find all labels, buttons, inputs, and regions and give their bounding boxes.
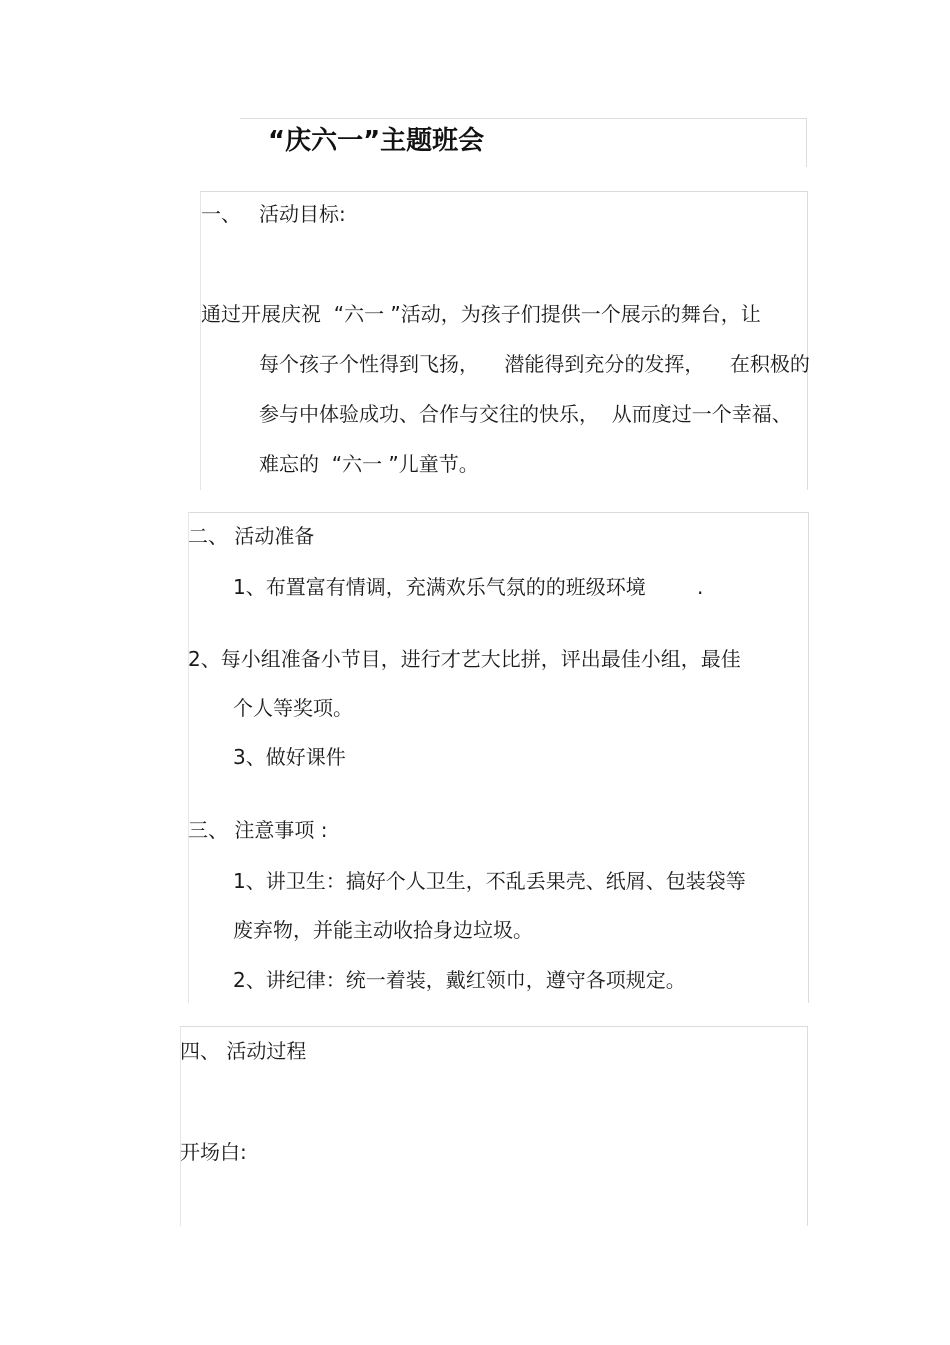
section-1-paragraph-line-1: 通过开展庆祝 “六一 ”活动，为孩子们提供一个展示的舞台，让 [201,302,761,326]
notice-item-1-line-1: 1、讲卫生：搞好个人卫生，不乱丢果壳、纸屑、包装袋等 [233,869,746,893]
prep-item-1: 1、布置富有情调，充满欢乐气氛的的班级环境 [233,575,646,599]
section-1-frame [200,191,808,490]
section-1-paragraph-line-3: 参与中体验成功、合作与交往的快乐， 从而度过一个幸福、 [259,402,792,426]
section-1-paragraph-line-4: 难忘的 “六一 ”儿童节。 [259,452,479,476]
section-3-heading: 三、 注意事项 : [188,818,328,842]
page-title: “庆六一”主题班会 [268,126,485,156]
notice-item-2: 2、讲纪律：统一着装，戴红领巾，遵守各项规定。 [233,968,686,992]
section-1-heading: 活动目标: [259,202,346,226]
section-2-heading: 二、 活动准备 [188,524,315,548]
prep-item-1-period: . [697,575,704,599]
section-1-number: 一、 [201,202,241,226]
prep-item-2-line-2: 个人等奖项。 [233,696,353,720]
opening-label: 开场白: [180,1140,247,1164]
prep-item-2-line-1: 2、每小组准备小节目，进行才艺大比拼，评出最佳小组，最佳 [188,647,741,671]
prep-item-3: 3、做好课件 [233,745,346,769]
section-4-heading: 四、 活动过程 [180,1039,307,1063]
section-1-paragraph-line-2: 每个孩子个性得到飞扬， 潜能得到充分的发挥， 在积极的 [259,352,810,376]
notice-item-1-line-2: 废弃物，并能主动收拾身边垃圾。 [233,918,533,942]
